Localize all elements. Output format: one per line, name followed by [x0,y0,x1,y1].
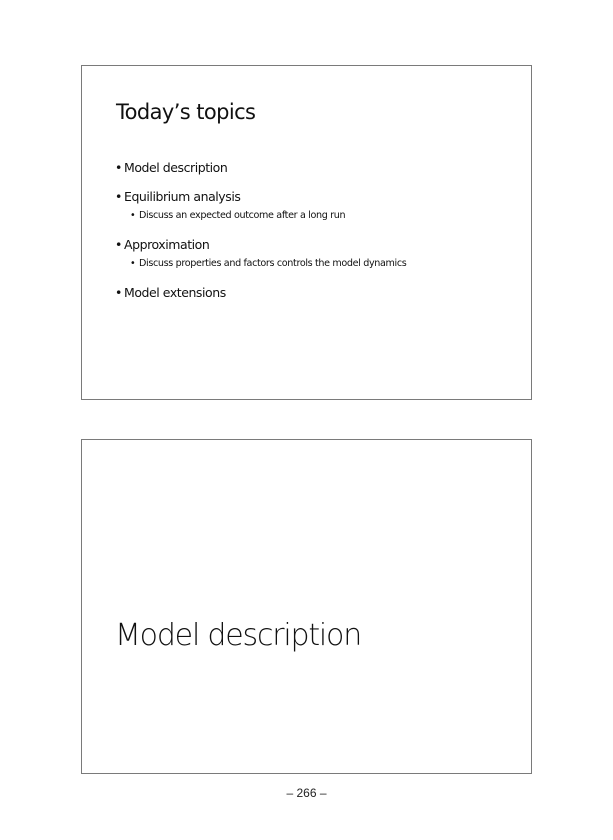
bullet-text: Equilibrium analysis [124,189,241,204]
bullet-dot-icon: • [115,285,122,300]
bullet-dot-icon: • [130,258,136,269]
sub-bullet-item [115,208,406,224]
slide-topics [81,65,532,400]
slide-title: Today’s topics [116,100,256,124]
bullet-list [115,160,406,301]
bullet-text: Approximation [124,237,210,252]
bullet-dot-icon: • [115,189,122,204]
bullet-item [115,237,406,272]
bullet-item [115,189,406,224]
sub-bullet-text: Discuss an expected outcome after a long run [139,210,346,221]
sub-bullet-item [115,256,406,272]
bullet-text: Model description [124,160,228,175]
sub-bullet-text: Discuss properties and factors controls the model dynamics [139,258,407,269]
bullet-dot-icon: • [115,160,122,175]
bullet-dot-icon: • [115,237,122,252]
page-number: – 266 – [286,786,327,800]
bullet-text: Model extensions [124,285,226,300]
bullet-item [115,285,406,301]
bullet-dot-icon: • [130,210,136,221]
bullet-item [115,160,406,176]
section-title: Model description [115,618,362,653]
slide-section-model-description [81,439,532,774]
